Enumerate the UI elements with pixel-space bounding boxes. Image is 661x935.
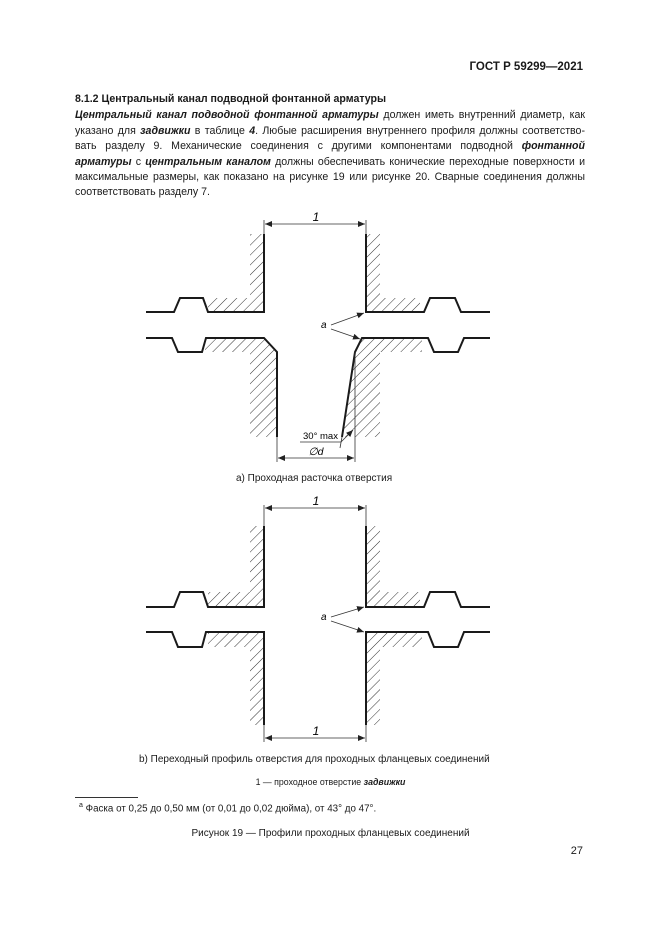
term-tree: фонтанной арматуры [75, 140, 585, 168]
leader-line-up [331, 313, 364, 325]
footnote [79, 802, 376, 814]
caption-figure-b: b) Переходный профиль отверстия для проходных фланцевых соединений [139, 754, 490, 765]
leader-line-up-b [331, 607, 364, 617]
caption-figure-a: a) Проходная расточка отверстия [236, 473, 393, 484]
hatch-top-right [366, 234, 420, 312]
term-central-channel: Центральный канал подводной фонтанной арматуры [75, 109, 379, 122]
text-run: должен иметь внутренний диаметр, как указано для [75, 109, 585, 137]
hatch-top-left [208, 234, 264, 312]
hatch-top-left-b [208, 526, 264, 607]
dia-label: ∅d [308, 446, 324, 458]
term-central-channel-2: центральным каналом [145, 155, 271, 168]
footnote-marker: a [79, 802, 83, 809]
figure-a [146, 210, 490, 462]
dim-label-top: 1 [312, 210, 320, 224]
text-run: с [131, 155, 146, 168]
leader-label-b: a [321, 612, 327, 623]
page-number: 27 [570, 845, 583, 857]
figure-legend [0, 777, 661, 787]
leader-line-down [331, 329, 360, 339]
footnote-divider [75, 797, 138, 798]
standard-number: ГОСТ Р 59299—2021 [469, 61, 583, 73]
angle-taper-ext [340, 437, 342, 448]
leader-line-down-b [331, 621, 364, 632]
hatch-bottom-right-b [366, 632, 422, 725]
term-valve: задвижки [140, 124, 191, 137]
text-run: должны обеспечивать конические переходные поверхности и максимальные размеры, как показано на рисунке 19 или рисунке 20. Сварные соединения должны соответствовать разделу 7. [75, 155, 585, 199]
hatch-top-right-b [366, 526, 420, 607]
footnote-text: Фаска от 0,25 до 0,50 мм (от 0,01 до 0,02 дюйма), от 43° до 47°. [82, 803, 377, 815]
leader-label: a [321, 320, 327, 331]
angle-label: 30° max [303, 431, 338, 442]
legend-text: 1 — проходное отверстие [255, 777, 364, 787]
hatch-bottom-left-b [208, 632, 264, 725]
legend-term: задвижки [363, 777, 406, 787]
figure-b [146, 494, 490, 742]
dim-label-top-b: 1 [312, 494, 320, 508]
text-run: в таблице [190, 124, 250, 137]
section-title: 8.1.2 Центральный канал подводной фонтанной арматуры [75, 93, 387, 105]
dim-label-bottom-b: 1 [312, 724, 320, 738]
table-ref: 4 [249, 124, 256, 137]
figure-title: Рисунок 19 — Профили проходных фланцевых соединений [191, 828, 470, 839]
hatch-bottom-left [205, 338, 277, 437]
text-run: . Любые расширения внутреннего профиля должны соответствовать разделу 9. Механические соединения с другими компонентами подводной [75, 124, 585, 153]
